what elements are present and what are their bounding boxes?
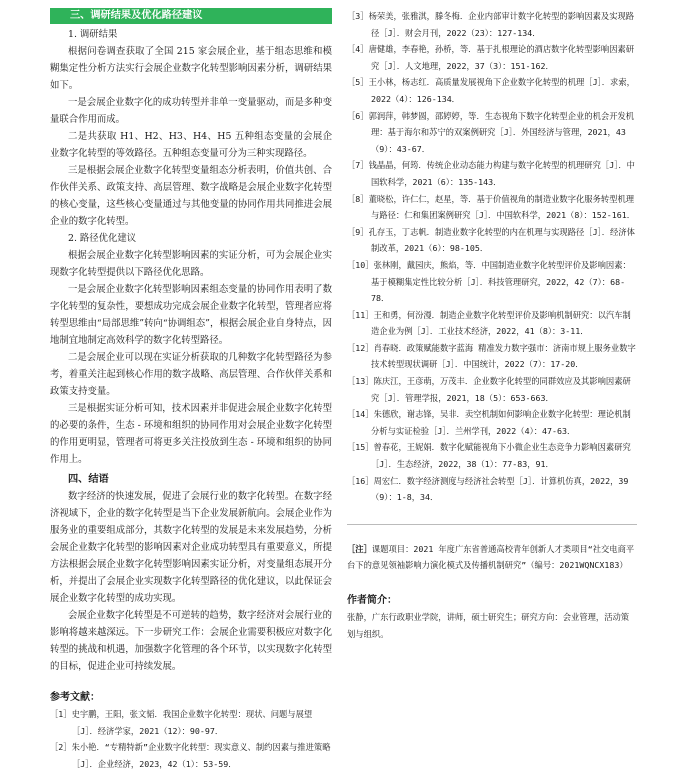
reference-item: ［15］曾春花，王妮娟．数字化赋能视角下小微企业生态竞争力影响因素研究［J］．生态经济，2022，38（1）：77-83，91． (347, 442, 631, 470)
paragraph: 根据问卷调查获取了全国 215 家会展企业，基于组态思维和模糊集定性分析方法实行会展企业数字化转型影响因素分析，调研结果如下。 (50, 46, 332, 91)
divider (347, 524, 637, 525)
funding-note (347, 541, 637, 574)
left-column (50, 8, 332, 772)
reference-item: ［9］孔存玉，丁志帆．制造业数字化转型的内在机理与实现路径［J］．经济体制改革，2021（6）：98-105． (347, 226, 635, 254)
paragraph: 一是会展企业数字化的成功转型并非单一变量驱动，而是多种变量联合作用而成。 (50, 97, 332, 125)
paragraph: 数字经济的快速发展，促进了会展行业的数字化转型。在数字经济视域下，企业的数字化转型是当下企业发展新航向。会展企业作为服务业的重要组成部分，其数字化转型的发展是未来发展趋势，分析会展企业数字化转型的影响因素对企业成功转型具有重要意义，所提方法根据会展企业数字化转型影响因素实证分析，对变量组态展开分析，并提出了会展企业实现数字化转型路径的优化建议，以此保证会展企业数字化转型的成功实现。 (50, 491, 332, 604)
paragraph: 三是根据会展企业数字化转型变量组态分析表明，价值共创、合作伙伴关系、政策支持、高层管理、数字战略是会展企业数字化转型的核心变量，这些核心变量通过与其他变量的协同作用共同推进会展企业的数字化转型。 (50, 165, 332, 227)
paragraph: 会展企业数字化转型是不可逆转的趋势，数字经济对会展行业的影响将越来越深远。下一步研究工作：会展企业需要积极应对数字化转型的挑战和机遇，加强数字化管理的各个环节，以实现数字化转型的目标，促进企业可持续发展。 (50, 610, 332, 672)
author-bio-heading: 作者简介： (347, 595, 397, 606)
note-label: ［注］ (347, 543, 372, 554)
reference-item: ［10］张林刚，戴园庆，熊焰，等．中国制造业数字化转型评价及影响因素：基于模糊集定性比较分析［J］．科技管理研究，2022，42（7）：68-78． (347, 259, 631, 304)
paragraph: 根据会展企业数字化转型影响因素的实证分析，可为会展企业实现数字化转型提供以下路径优化思路。 (50, 250, 332, 278)
reference-item: ［1］史宇鹏，王阳，张文韬．我国企业数字化转型：现状、问题与展望［J］．经济学家，2021（12）：90-97． (50, 709, 313, 736)
reference-item: ［7］钱晶晶，何筠．传统企业动态能力构建与数字化转型的机理研究［J］．中国软科学，2021（6）：135-143． (347, 160, 635, 187)
reference-item: ［13］陈庆江，王彦萌，万茂丰．企业数字化转型的同群效应及其影响因素研究［J］．管理学报，2021，18（5）：653-663． (347, 376, 631, 403)
section-4-heading: 四、结语 (68, 474, 109, 485)
reference-item: ［6］郭润萍，韩梦圆，邵婷婷，等．生态视角下数字化转型企业的机会开发机理：基于海尔和苏宁的双案例研究［J］．外国经济与管理，2021，43（9）：43-67． (347, 110, 635, 154)
reference-item: ［14］朱德欣，谢志锋，吴非．卖空机制如何影响企业数字化转型：理论机制分析与实证检验［J］．兰州学刊，2022（4）：47-63． (347, 409, 631, 436)
paragraph: 二是共获取 H1、H2、H3、H4、H5 五种组态变量的会展企业数字化转型的等效路径。五种组态变量可分为三种实现路径。 (50, 131, 332, 159)
right-column (347, 8, 637, 642)
reference-item: ［11］王和勇，何汾漫．制造企业数字化转型评价及影响机制研究：以汽车制造企业为例［J］．工业技术经济，2022，41（8）：3-11． (347, 309, 631, 337)
author-bio-text: 张静，广东行政职业学院，讲师，硕士研究生；研究方向：会业管理，活动策划与组织。 (347, 612, 630, 639)
reference-item: ［3］杨荣美，张雅淇，滕冬梅．企业内部审计数字化转型的影响因素及实现路径［J］．财会月刊，2022（23）：127-134． (347, 11, 635, 38)
paragraph: 一是会展企业数字化转型影响因素组态变量的协同作用表明了数字化转型的复杂性，要想成功完成会展企业数字化转型，管理者应将转型思维由“局部思维”转向“协调组态”，根据会展企业自身特点，因地制宜地制定高效科学的数字化转型路径。 (50, 284, 332, 346)
note-text: 课题项目：2021 年度广东省普通高校青年创新人才类项目“社交电商平台下的意见领袖影响力演化模式及传播机制研究”（编号：2021WQNCX183） (347, 543, 635, 571)
section-3-heading: 三、调研结果及优化路径建议 (50, 8, 332, 24)
paragraph: 三是根据实证分析可知，技术因素并非促进会展企业数字化转型的必要的条件，生态 - 环境和组织的协同作用对会展企业数字化转型的作用更明显，管理者可将更多关注投放到生态 - 环境和组织的协同作用上。 (50, 403, 332, 465)
reference-item: ［8］董晓松，许仁仁，赵星，等．基于价值视角的制造业数字化服务转型机理与路径：仁和集团案例研究［J］．中国软科学，2021（8）：152-161． (347, 193, 636, 221)
subheading-research-results: 1. 调研结果 (68, 29, 118, 40)
references-heading: 参考文献： (50, 692, 100, 703)
reference-item: ［2］朱小艳．“专精特新”企业数字化转型：现实意义、制约因素与推进策略［J］．企业经济，2023，42（1）：53-59． (50, 742, 331, 769)
reference-item: ［4］唐健雄，李春艳，孙桥，等．基于扎根理论的酒店数字化转型影响因素研究［J］．人文地理，2022，37（3）：151-162． (347, 44, 635, 71)
reference-item: ［5］王小林，杨志红．高质量发展视角下企业数字化转型的机理［J］．求索，2022（4）：126-134． (347, 77, 635, 104)
subheading-path-optimization: 2. 路径优化建议 (68, 233, 137, 244)
reference-item: ［16］周宏仁．数字经济测度与经济社会转型［J］．计算机仿真，2022，39（9）：1-8，34． (347, 475, 629, 503)
paragraph: 二是会展企业可以现在实证分析获取的几种数字化转型路径为参考，着重关注起到核心作用的数字战略、高层管理、合作伙伴关系和政策支持变量。 (50, 352, 332, 397)
reference-item: ［12］肖春晓．政策赋能数字蓝海 精准发力数字强市：济南市规上服务业数字技术转型现状调研［J］．中国统计，2022（7）：17-20． (347, 342, 636, 370)
